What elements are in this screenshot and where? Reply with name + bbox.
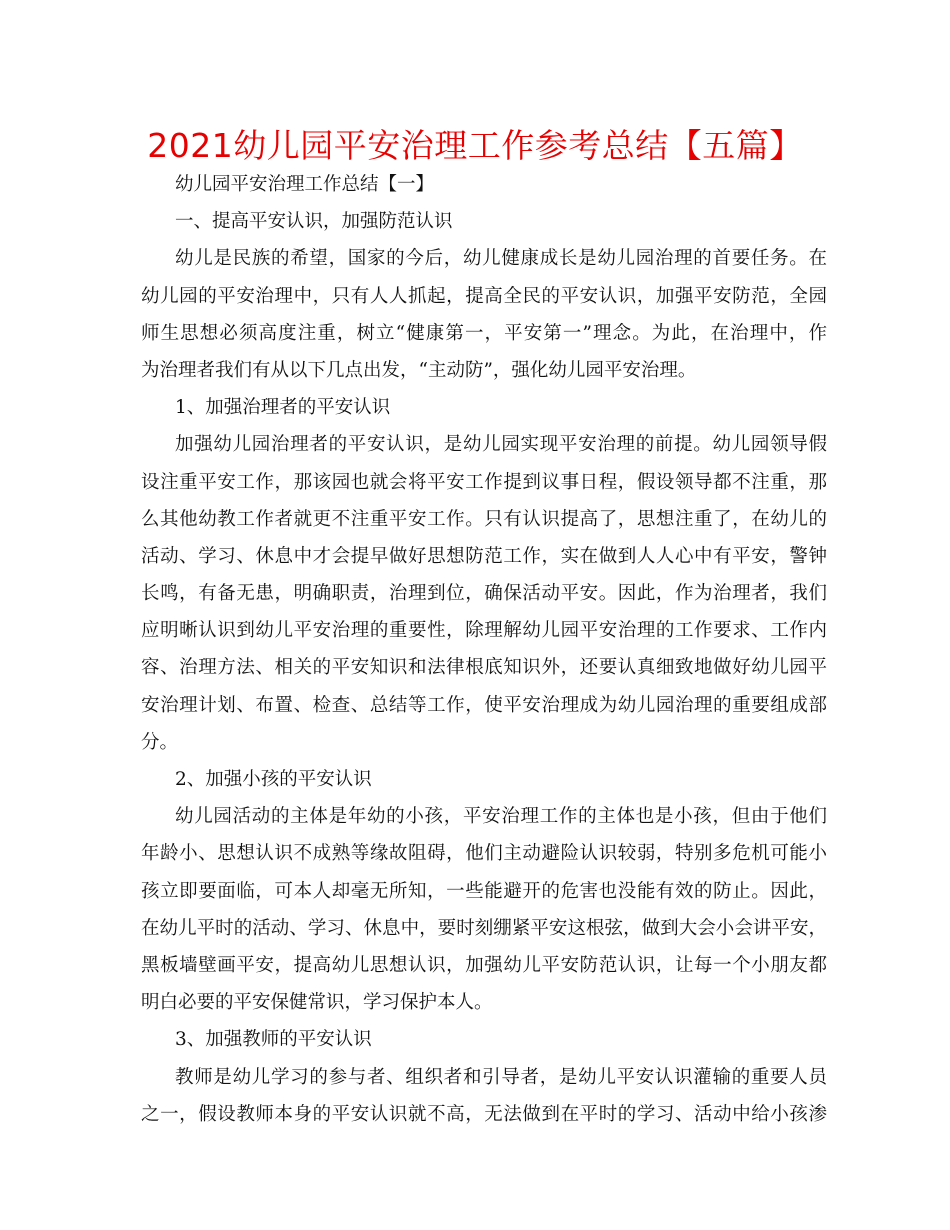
paragraph-line: 孩立即要面临，可本人却毫无所知，一些能避开的危害也没能有效的防止。因此， bbox=[141, 880, 827, 902]
paragraph-line: 师生思想必须高度注重，树立“健康第一，平安第一”理念。为此，在治理中，作 bbox=[141, 322, 827, 344]
paragraph-line: 幼儿园的平安治理中，只有人人抓起，提高全民的平安认识，加强平安防范，全园 bbox=[141, 285, 827, 307]
paragraph-line: 幼儿园平安治理工作总结【一】 bbox=[175, 174, 435, 195]
paragraph-line: 设注重平安工作，那该园也就会将平安工作提到议事日程，假设领导都不注重，那 bbox=[141, 471, 827, 493]
paragraph-line: 活动、学习、休息中才会提早做好思想防范工作，实在做到人人心中有平安，警钟 bbox=[141, 545, 827, 567]
paragraph-line: 年龄小、思想认识不成熟等缘故阻碍，他们主动避险认识较弱，特别多危机可能小 bbox=[141, 843, 827, 865]
paragraph-line: 教师是幼儿学习的参与者、组织者和引导者，是幼儿平安认识灌输的重要人员 bbox=[175, 1066, 827, 1088]
paragraph-line: 明白必要的平安保健常识，学习保护本人。 bbox=[141, 992, 493, 1014]
paragraph-line: 黑板墙壁画平安，提高幼儿思想认识，加强幼儿平安防范认识，让每一个小朋友都 bbox=[141, 954, 827, 976]
subsection-heading: 2、加强小孩的平安认识 bbox=[175, 769, 372, 790]
subsection-heading: 1、加强治理者的平安认识 bbox=[175, 397, 391, 419]
document-title: 2021幼儿园平安治理工作参考总结【五篇】 bbox=[147, 126, 803, 165]
paragraph-line: 幼儿园活动的主体是年幼的小孩，平安治理工作的主体也是小孩，但由于他们 bbox=[175, 806, 827, 828]
paragraph-line: 之一，假设教师本身的平安认识就不高，无法做到在平时的学习、活动中给小孩渗 bbox=[141, 1103, 827, 1125]
paragraph-line: 加强幼儿园治理者的平安认识，是幼儿园实现平安治理的前提。幼儿园领导假 bbox=[175, 434, 827, 456]
paragraph-line: 安治理计划、布置、检查、总结等工作，使平安治理成为幼儿园治理的重要组成部 bbox=[141, 694, 827, 716]
subsection-heading: 3、加强教师的平安认识 bbox=[175, 1029, 372, 1051]
paragraph-line: 在幼儿平时的活动、学习、休息中，要时刻绷紧平安这根弦，做到大会小会讲平安， bbox=[141, 917, 827, 939]
paragraph-line: 容、治理方法、相关的平安知识和法律根底知识外，还要认真细致地做好幼儿园平 bbox=[141, 657, 827, 679]
paragraph-line: 分。 bbox=[141, 731, 179, 753]
paragraph-line: 么其他幼教工作者就更不注重平安工作。只有认识提高了，思想注重了，在幼儿的 bbox=[141, 508, 827, 530]
paragraph-line: 长鸣，有备无患，明确职责，治理到位，确保活动平安。因此，作为治理者，我们 bbox=[141, 583, 827, 605]
paragraph-line: 为治理者我们有从以下几点出发，“主动防”，强化幼儿园平安治理。 bbox=[141, 359, 697, 381]
paragraph-line: 应明晰认识到幼儿平安治理的重要性，除理解幼儿园平安治理的工作要求、工作内 bbox=[141, 620, 827, 642]
section-heading: 一、提高平安认识，加强防范认识 bbox=[175, 211, 453, 233]
document-body bbox=[141, 166, 827, 1133]
paragraph-line: 幼儿是民族的希望，国家的今后，幼儿健康成长是幼儿园治理的首要任务。在 bbox=[175, 248, 827, 270]
